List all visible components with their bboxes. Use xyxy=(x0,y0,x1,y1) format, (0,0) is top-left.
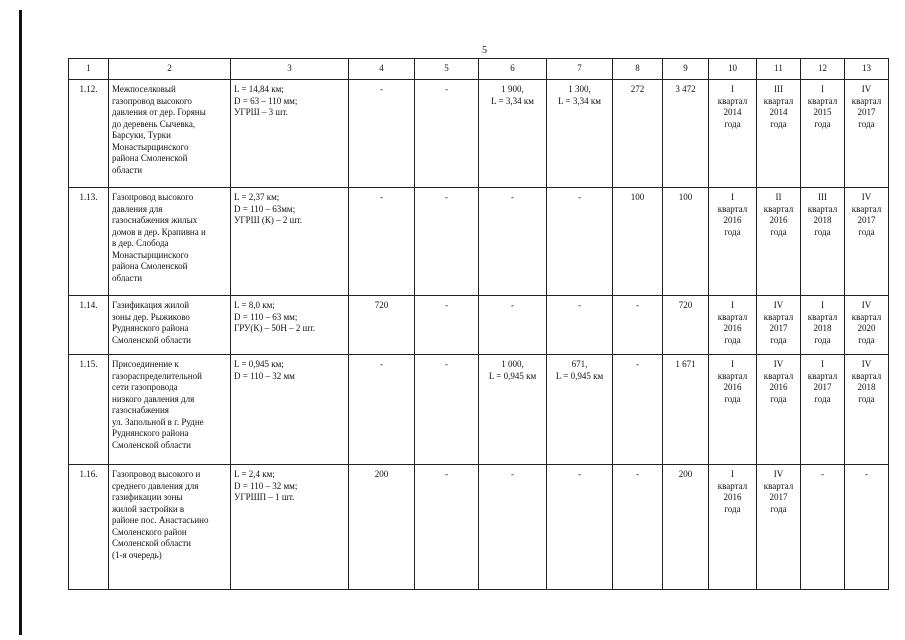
cell-col5: - xyxy=(415,465,479,590)
cell-col5: - xyxy=(415,188,479,296)
column-number-row xyxy=(69,59,889,80)
cell-col13: IV квартал 2020 года xyxy=(845,296,889,355)
left-margin-rule xyxy=(19,10,22,635)
cell-col8: - xyxy=(613,355,663,465)
col-header: 6 xyxy=(479,59,547,80)
row-number: 1.12. xyxy=(69,80,109,188)
table-row xyxy=(69,188,889,296)
table-row xyxy=(69,80,889,188)
col-header: 7 xyxy=(547,59,613,80)
object-name: Газопровод высокого и среднего давления для газификации зоны жилой застройки в районе пос. Анастасьино Смоленского район Смоленской области (1-я очередь) xyxy=(109,465,231,590)
cell-col11: IV квартал 2016 года xyxy=(757,355,801,465)
cell-col9: 3 472 xyxy=(663,80,709,188)
row-number: 1.13. xyxy=(69,188,109,296)
col-header: 1 xyxy=(69,59,109,80)
cell-col7: - xyxy=(547,188,613,296)
cell-col13: - xyxy=(845,465,889,590)
cell-col4: - xyxy=(349,355,415,465)
col-header: 2 xyxy=(109,59,231,80)
cell-col12: I квартал 2018 года xyxy=(801,296,845,355)
cell-col12: I квартал 2015 года xyxy=(801,80,845,188)
cell-col10: I квартал 2016 года xyxy=(709,465,757,590)
cell-col9: 200 xyxy=(663,465,709,590)
investment-table xyxy=(68,58,889,590)
cell-col9: 720 xyxy=(663,296,709,355)
object-params: L = 0,945 км; D = 110 – 32 мм xyxy=(231,355,349,465)
row-number: 1.14. xyxy=(69,296,109,355)
cell-col6: - xyxy=(479,188,547,296)
object-params: L = 2,37 км; D = 110 – 63мм; УГРШ (К) – 2 шт. xyxy=(231,188,349,296)
cell-col7: 671, L = 0,945 км xyxy=(547,355,613,465)
col-header: 9 xyxy=(663,59,709,80)
cell-col11: IV квартал 2017 года xyxy=(757,465,801,590)
page-number: 5 xyxy=(482,45,487,56)
table-row xyxy=(69,355,889,465)
cell-col8: 100 xyxy=(613,188,663,296)
cell-col12: - xyxy=(801,465,845,590)
cell-col12: III квартал 2018 года xyxy=(801,188,845,296)
col-header: 8 xyxy=(613,59,663,80)
cell-col6: - xyxy=(479,465,547,590)
cell-col4: 200 xyxy=(349,465,415,590)
col-header: 13 xyxy=(845,59,889,80)
object-params: L = 14,84 км; D = 63 – 110 мм; УГРШ – 3 шт. xyxy=(231,80,349,188)
cell-col6: 1 900, L = 3,34 км xyxy=(479,80,547,188)
cell-col11: III квартал 2014 года xyxy=(757,80,801,188)
cell-col6: 1 000, L = 0,945 км xyxy=(479,355,547,465)
table-row xyxy=(69,296,889,355)
cell-col4: 720 xyxy=(349,296,415,355)
cell-col10: I квартал 2016 года xyxy=(709,188,757,296)
object-name: Газопровод высокого давления для газоснабжения жилых домов в дер. Крапивна и в дер. Слобода Монастырщинского района Смоленской области xyxy=(109,188,231,296)
col-header: 3 xyxy=(231,59,349,80)
col-header: 4 xyxy=(349,59,415,80)
row-number: 1.16. xyxy=(69,465,109,590)
cell-col7: - xyxy=(547,296,613,355)
cell-col12: I квартал 2017 года xyxy=(801,355,845,465)
cell-col5: - xyxy=(415,355,479,465)
cell-col13: IV квартал 2017 года xyxy=(845,80,889,188)
cell-col10: I квартал 2016 года xyxy=(709,296,757,355)
cell-col10: I квартал 2014 года xyxy=(709,80,757,188)
cell-col10: I квартал 2016 года xyxy=(709,355,757,465)
cell-col9: 100 xyxy=(663,188,709,296)
cell-col8: - xyxy=(613,465,663,590)
cell-col6: - xyxy=(479,296,547,355)
cell-col11: IV квартал 2017 года xyxy=(757,296,801,355)
col-header: 5 xyxy=(415,59,479,80)
cell-col5: - xyxy=(415,80,479,188)
cell-col9: 1 671 xyxy=(663,355,709,465)
cell-col4: - xyxy=(349,80,415,188)
object-name: Газификация жилой зоны дер. Рыжиково Руднянского района Смоленской области xyxy=(109,296,231,355)
cell-col7: 1 300, L = 3,34 км xyxy=(547,80,613,188)
cell-col11: II квартал 2016 года xyxy=(757,188,801,296)
cell-col8: - xyxy=(613,296,663,355)
col-header: 10 xyxy=(709,59,757,80)
cell-col8: 272 xyxy=(613,80,663,188)
cell-col13: IV квартал 2018 года xyxy=(845,355,889,465)
cell-col7: - xyxy=(547,465,613,590)
row-number: 1.15. xyxy=(69,355,109,465)
col-header: 11 xyxy=(757,59,801,80)
table-row xyxy=(69,465,889,590)
object-params: L = 2,4 км; D = 110 – 32 мм; УГРШП – 1 шт. xyxy=(231,465,349,590)
object-name: Межпоселковый газопровод высокого давления от дер. Горяны до деревень Сычевка, Барсуки, Турки Монастырщинского района Смоленской области xyxy=(109,80,231,188)
cell-col13: IV квартал 2017 года xyxy=(845,188,889,296)
object-name: Присоединение к газораспределительной сети газопровода низкого давления для газоснабжения ул. Запольной в г. Рудне Руднянского района Смоленской области xyxy=(109,355,231,465)
cell-col5: - xyxy=(415,296,479,355)
col-header: 12 xyxy=(801,59,845,80)
cell-col4: - xyxy=(349,188,415,296)
object-params: L = 8,0 км; D = 110 – 63 мм; ГРУ(К) – 50Н – 2 шт. xyxy=(231,296,349,355)
